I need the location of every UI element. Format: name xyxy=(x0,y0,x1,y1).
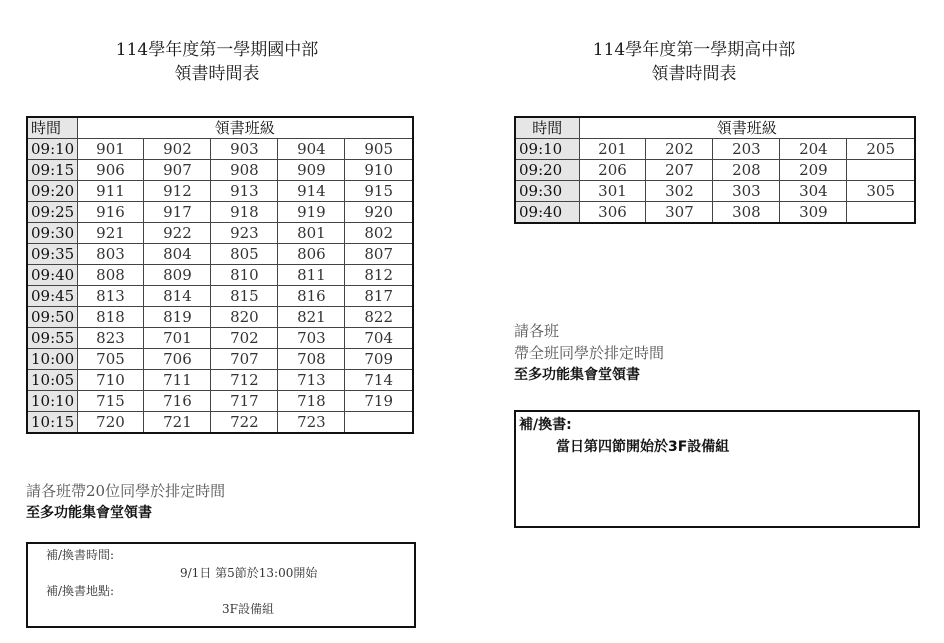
class-cell: 912 xyxy=(144,181,211,202)
junior-replacement-box xyxy=(26,542,416,628)
class-cell: 305 xyxy=(847,181,915,202)
class-cell: 201 xyxy=(579,139,646,160)
class-cell: 721 xyxy=(144,412,211,434)
class-cell: 701 xyxy=(144,328,211,349)
class-cell: 915 xyxy=(345,181,413,202)
table-row xyxy=(515,202,915,224)
senior-schedule-table xyxy=(514,116,916,224)
table-row xyxy=(27,265,413,286)
senior-title-line1: 114學年度第一學期高中部 xyxy=(592,40,796,60)
senior-note-line1: 請各班 xyxy=(514,322,560,340)
table-row xyxy=(27,181,413,202)
class-cell: 820 xyxy=(211,307,278,328)
class-cell: 713 xyxy=(278,370,345,391)
time-cell: 09:35 xyxy=(27,244,77,265)
class-cell: 702 xyxy=(211,328,278,349)
class-cell: 206 xyxy=(579,160,646,181)
class-cell: 207 xyxy=(646,160,713,181)
table-row xyxy=(27,244,413,265)
table-row xyxy=(27,160,413,181)
table-header-row xyxy=(27,117,413,139)
table-row xyxy=(27,202,413,223)
senior-replacement-box xyxy=(514,410,920,528)
class-cell: 705 xyxy=(77,349,144,370)
table-header-row xyxy=(515,117,915,139)
class-cell: 711 xyxy=(144,370,211,391)
class-cell: 718 xyxy=(278,391,345,412)
senior-title xyxy=(560,38,828,86)
time-cell: 09:25 xyxy=(27,202,77,223)
header-classes: 領書班級 xyxy=(579,117,915,139)
class-cell: 714 xyxy=(345,370,413,391)
table-row xyxy=(27,370,413,391)
class-cell: 805 xyxy=(211,244,278,265)
class-cell: 203 xyxy=(713,139,780,160)
class-cell: 902 xyxy=(144,139,211,160)
class-cell: 706 xyxy=(144,349,211,370)
junior-replace-place-value: 3F設備組 xyxy=(222,602,274,616)
time-cell: 09:40 xyxy=(515,202,579,224)
class-cell: 812 xyxy=(345,265,413,286)
junior-replace-time-label: 補/換書時間: xyxy=(46,548,115,562)
class-cell: 822 xyxy=(345,307,413,328)
time-cell: 10:00 xyxy=(27,349,77,370)
class-cell: 722 xyxy=(211,412,278,434)
senior-note-line2: 帶全班同學於排定時間 xyxy=(514,344,665,362)
class-cell: 809 xyxy=(144,265,211,286)
class-cell: 916 xyxy=(77,202,144,223)
header-time: 時間 xyxy=(515,117,579,139)
class-cell: 904 xyxy=(278,139,345,160)
class-cell: 816 xyxy=(278,286,345,307)
class-cell: 908 xyxy=(211,160,278,181)
class-cell: 907 xyxy=(144,160,211,181)
junior-schedule-table xyxy=(26,116,414,434)
time-cell: 09:20 xyxy=(515,160,579,181)
class-cell: 921 xyxy=(77,223,144,244)
class-cell: 901 xyxy=(77,139,144,160)
junior-replace-time-value: 9/1日 第5節於13:00開始 xyxy=(180,566,318,580)
class-cell: 716 xyxy=(144,391,211,412)
table-row xyxy=(27,328,413,349)
time-cell: 09:10 xyxy=(27,139,77,160)
class-cell: 723 xyxy=(278,412,345,434)
class-cell: 307 xyxy=(646,202,713,224)
class-cell: 823 xyxy=(77,328,144,349)
class-cell: 707 xyxy=(211,349,278,370)
class-cell: 819 xyxy=(144,307,211,328)
header-time: 時間 xyxy=(27,117,77,139)
class-cell: 717 xyxy=(211,391,278,412)
class-cell: 309 xyxy=(780,202,847,224)
class-cell: 720 xyxy=(77,412,144,434)
senior-replace-text: 當日第四節開始於3F設備組 xyxy=(556,439,730,455)
class-cell: 709 xyxy=(345,349,413,370)
class-cell: 715 xyxy=(77,391,144,412)
class-cell: 807 xyxy=(345,244,413,265)
class-cell: 303 xyxy=(713,181,780,202)
class-cell: 304 xyxy=(780,181,847,202)
class-cell: 818 xyxy=(77,307,144,328)
time-cell: 09:45 xyxy=(27,286,77,307)
time-cell: 09:30 xyxy=(515,181,579,202)
class-cell xyxy=(345,412,413,434)
time-cell: 09:40 xyxy=(27,265,77,286)
junior-title-line2: 領書時間表 xyxy=(174,64,260,84)
class-cell: 710 xyxy=(77,370,144,391)
class-cell: 712 xyxy=(211,370,278,391)
class-cell: 917 xyxy=(144,202,211,223)
junior-title-line1: 114學年度第一學期國中部 xyxy=(115,40,319,60)
class-cell: 205 xyxy=(847,139,915,160)
class-cell: 918 xyxy=(211,202,278,223)
junior-note-line1: 請各班帶20位同學於排定時間 xyxy=(26,482,226,500)
class-cell: 703 xyxy=(278,328,345,349)
class-cell: 806 xyxy=(278,244,345,265)
class-cell: 301 xyxy=(579,181,646,202)
class-cell: 914 xyxy=(278,181,345,202)
class-cell: 208 xyxy=(713,160,780,181)
class-cell: 813 xyxy=(77,286,144,307)
class-cell: 803 xyxy=(77,244,144,265)
table-row xyxy=(515,139,915,160)
class-cell: 903 xyxy=(211,139,278,160)
table-row xyxy=(27,286,413,307)
table-row xyxy=(27,307,413,328)
class-cell: 202 xyxy=(646,139,713,160)
class-cell: 913 xyxy=(211,181,278,202)
junior-table-body xyxy=(27,139,413,434)
table-row xyxy=(27,391,413,412)
senior-replace-label: 補/換書: xyxy=(519,417,572,433)
senior-title-line2: 領書時間表 xyxy=(651,64,737,84)
class-cell: 922 xyxy=(144,223,211,244)
class-cell: 204 xyxy=(780,139,847,160)
class-cell: 209 xyxy=(780,160,847,181)
header-classes: 領書班級 xyxy=(77,117,413,139)
class-cell: 804 xyxy=(144,244,211,265)
class-cell: 910 xyxy=(345,160,413,181)
class-cell: 704 xyxy=(345,328,413,349)
junior-note-line2: 至多功能集會堂領書 xyxy=(26,505,152,521)
class-cell: 906 xyxy=(77,160,144,181)
class-cell: 815 xyxy=(211,286,278,307)
time-cell: 09:50 xyxy=(27,307,77,328)
class-cell: 802 xyxy=(345,223,413,244)
class-cell: 719 xyxy=(345,391,413,412)
junior-note xyxy=(26,480,225,524)
senior-note-line3: 至多功能集會堂領書 xyxy=(514,367,640,383)
senior-note xyxy=(514,320,664,386)
class-cell: 810 xyxy=(211,265,278,286)
senior-table-body xyxy=(515,139,915,224)
table-row xyxy=(515,160,915,181)
time-cell: 09:10 xyxy=(515,139,579,160)
table-row xyxy=(27,223,413,244)
junior-replace-place-label: 補/換書地點: xyxy=(46,584,115,598)
class-cell: 302 xyxy=(646,181,713,202)
class-cell: 909 xyxy=(278,160,345,181)
class-cell: 911 xyxy=(77,181,144,202)
class-cell: 905 xyxy=(345,139,413,160)
table-row xyxy=(27,349,413,370)
class-cell: 308 xyxy=(713,202,780,224)
class-cell: 821 xyxy=(278,307,345,328)
class-cell xyxy=(847,160,915,181)
time-cell: 09:30 xyxy=(27,223,77,244)
time-cell: 10:10 xyxy=(27,391,77,412)
class-cell: 306 xyxy=(579,202,646,224)
class-cell: 817 xyxy=(345,286,413,307)
class-cell: 923 xyxy=(211,223,278,244)
class-cell: 708 xyxy=(278,349,345,370)
table-row xyxy=(27,139,413,160)
class-cell: 801 xyxy=(278,223,345,244)
class-cell: 814 xyxy=(144,286,211,307)
class-cell xyxy=(847,202,915,224)
class-cell: 919 xyxy=(278,202,345,223)
table-row xyxy=(515,181,915,202)
class-cell: 920 xyxy=(345,202,413,223)
class-cell: 808 xyxy=(77,265,144,286)
time-cell: 09:55 xyxy=(27,328,77,349)
time-cell: 09:15 xyxy=(27,160,77,181)
class-cell: 811 xyxy=(278,265,345,286)
time-cell: 10:05 xyxy=(27,370,77,391)
junior-title xyxy=(88,38,346,86)
table-row xyxy=(27,412,413,434)
time-cell: 09:20 xyxy=(27,181,77,202)
time-cell: 10:15 xyxy=(27,412,77,434)
